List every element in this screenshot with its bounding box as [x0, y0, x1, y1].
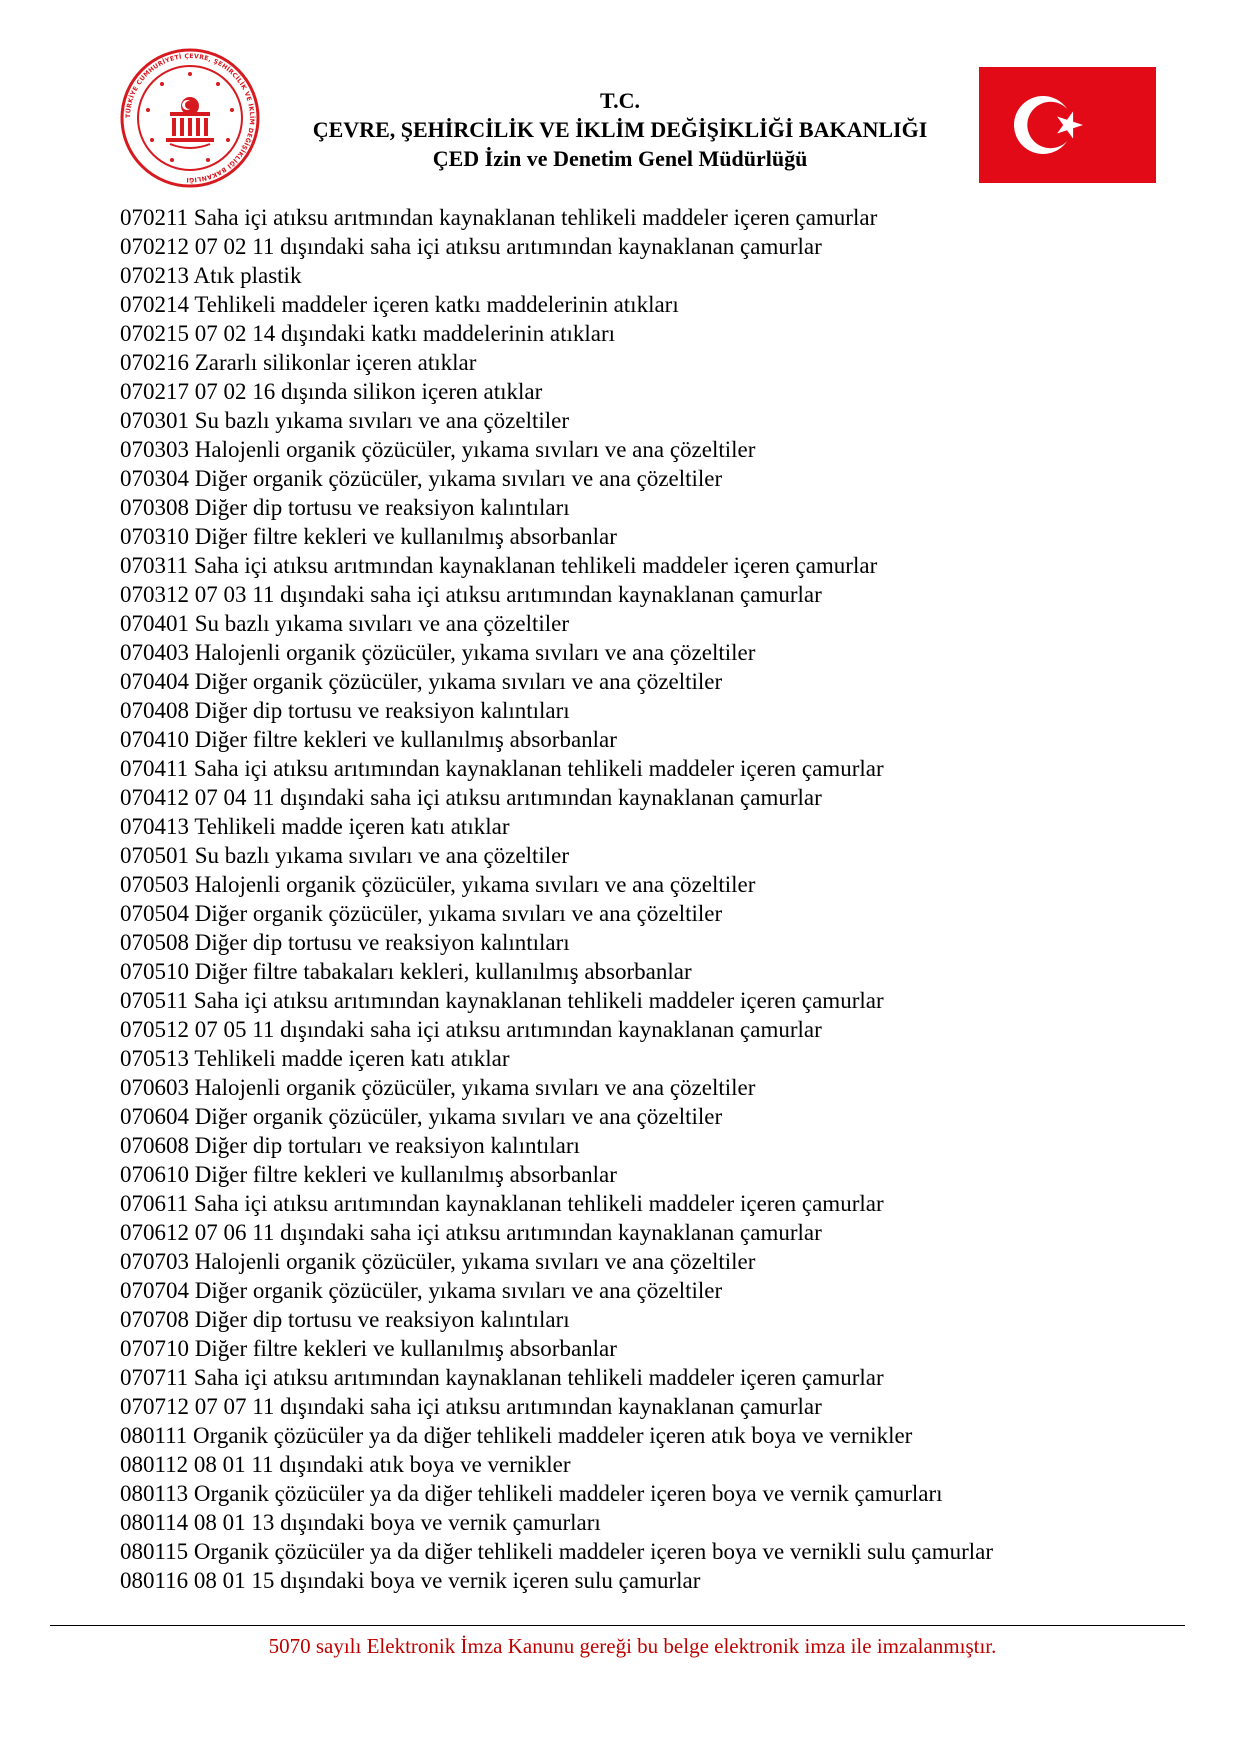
- list-item: 070404 Diğer organik çözücüler, yıkama sıvıları ve ana çözeltiler: [120, 669, 723, 694]
- list-item: 070312 07 03 11 dışındaki saha içi atıksu arıtımından kaynaklanan çamurlar: [120, 582, 822, 607]
- list-item: 070308 Diğer dip tortusu ve reaksiyon kalıntıları: [120, 495, 570, 520]
- list-item: 070408 Diğer dip tortusu ve reaksiyon kalıntıları: [120, 698, 570, 723]
- list-item: 070703 Halojenli organik çözücüler, yıkama sıvıları ve ana çözeltiler: [120, 1249, 756, 1274]
- list-item: 070403 Halojenli organik çözücüler, yıkama sıvıları ve ana çözeltiler: [120, 640, 756, 665]
- list-item: 080113 Organik çözücüler ya da diğer tehlikeli maddeler içeren boya ve vernik çamurları: [120, 1481, 943, 1506]
- list-item: 070710 Diğer filtre kekleri ve kullanılmış absorbanlar: [120, 1336, 617, 1361]
- list-item: 080114 08 01 13 dışındaki boya ve vernik çamurları: [120, 1510, 601, 1535]
- list-item: 070304 Diğer organik çözücüler, yıkama sıvıları ve ana çözeltiler: [120, 466, 723, 491]
- list-item: 070510 Diğer filtre tabakaları kekleri, kullanılmış absorbanlar: [120, 959, 692, 984]
- list-item: 070508 Diğer dip tortusu ve reaksiyon kalıntıları: [120, 930, 570, 955]
- list-item: 070303 Halojenli organik çözücüler, yıkama sıvıları ve ana çözeltiler: [120, 437, 756, 462]
- list-item: 070311 Saha içi atıksu arıtmından kaynaklanan tehlikeli maddeler içeren çamurlar: [120, 553, 878, 578]
- list-item: 070612 07 06 11 dışındaki saha içi atıksu arıtımından kaynaklanan çamurlar: [120, 1220, 822, 1245]
- list-item: 070410 Diğer filtre kekleri ve kullanılmış absorbanlar: [120, 727, 617, 752]
- list-item: 080112 08 01 11 dışındaki atık boya ve vernikler: [120, 1452, 571, 1477]
- list-item: 070610 Diğer filtre kekleri ve kullanılmış absorbanlar: [120, 1162, 617, 1187]
- e-signature-notice: 5070 sayılı Elektronik İmza Kanunu gereği bu belge elektronik imza ile imzalanmıştır.: [268, 1634, 997, 1658]
- list-item: 070704 Diğer organik çözücüler, yıkama sıvıları ve ana çözeltiler: [120, 1278, 723, 1303]
- list-item: 070413 Tehlikeli madde içeren katı atıklar: [120, 814, 510, 839]
- list-item: 070511 Saha içi atıksu arıtımından kaynaklanan tehlikeli maddeler içeren çamurlar: [120, 988, 884, 1013]
- list-item: 070213 Atık plastik: [120, 263, 302, 288]
- list-item: 070211 Saha içi atıksu arıtmından kaynaklanan tehlikeli maddeler içeren çamurlar: [120, 205, 878, 230]
- list-item: 070611 Saha içi atıksu arıtımından kaynaklanan tehlikeli maddeler içeren çamurlar: [120, 1191, 884, 1216]
- list-item: 070215 07 02 14 dışındaki katkı maddelerinin atıkları: [120, 321, 616, 346]
- list-item: 080115 Organik çözücüler ya da diğer tehlikeli maddeler içeren boya ve vernikli sulu çamurlar: [120, 1539, 994, 1564]
- list-item: 070214 Tehlikeli maddeler içeren katkı maddelerinin atıkları: [120, 292, 679, 317]
- list-item: 070501 Su bazlı yıkama sıvıları ve ana çözeltiler: [120, 843, 569, 868]
- list-item: 070712 07 07 11 dışındaki saha içi atıksu arıtımından kaynaklanan çamurlar: [120, 1394, 822, 1419]
- list-item: 070217 07 02 16 dışında silikon içeren atıklar: [120, 379, 543, 404]
- list-item: 070301 Su bazlı yıkama sıvıları ve ana çözeltiler: [120, 408, 569, 433]
- list-item: 080116 08 01 15 dışındaki boya ve vernik içeren sulu çamurlar: [120, 1568, 701, 1593]
- list-item: 070608 Diğer dip tortuları ve reaksiyon kalıntıları: [120, 1133, 580, 1158]
- list-item: 070310 Diğer filtre kekleri ve kullanılmış absorbanlar: [120, 524, 617, 549]
- list-item: 070504 Diğer organik çözücüler, yıkama sıvıları ve ana çözeltiler: [120, 901, 723, 926]
- header-ministry: ÇEVRE, ŞEHİRCİLİK VE İKLİM DEĞİŞİKLİĞİ BAKANLIĞI: [312, 117, 928, 142]
- header-directorate: ÇED İzin ve Denetim Genel Müdürlüğü: [432, 146, 808, 171]
- list-item: 070604 Diğer organik çözücüler, yıkama sıvıları ve ana çözeltiler: [120, 1104, 723, 1129]
- list-item: 070708 Diğer dip tortusu ve reaksiyon kalıntıları: [120, 1307, 570, 1332]
- list-item: 070412 07 04 11 dışındaki saha içi atıksu arıtımından kaynaklanan çamurlar: [120, 785, 822, 810]
- svg-text:TÜRKİYE CUMHURİYETİ ÇEVRE, ŞEH: TÜRKİYE CUMHURİYETİ ÇEVRE, ŞEHİRCİLİK VE İKLİM DEĞİŞİKLİĞİ BAKANLIĞI: [124, 52, 256, 184]
- footer-divider: [50, 1625, 1185, 1626]
- list-item: 070711 Saha içi atıksu arıtımından kaynaklanan tehlikeli maddeler içeren çamurlar: [120, 1365, 884, 1390]
- document-header: [270, 86, 970, 173]
- turkish-flag-icon: [979, 67, 1156, 183]
- list-item: 070603 Halojenli organik çözücüler, yıkama sıvıları ve ana çözeltiler: [120, 1075, 756, 1100]
- list-item: 070513 Tehlikeli madde içeren katı atıklar: [120, 1046, 510, 1071]
- list-item: 070503 Halojenli organik çözücüler, yıkama sıvıları ve ana çözeltiler: [120, 872, 756, 897]
- list-item: 080111 Organik çözücüler ya da diğer tehlikeli maddeler içeren atık boya ve vernikler: [120, 1423, 913, 1448]
- waste-code-list: [120, 203, 1140, 1595]
- header-republic: T.C.: [600, 88, 640, 113]
- list-item: 070401 Su bazlı yıkama sıvıları ve ana çözeltiler: [120, 611, 569, 636]
- list-item: 070411 Saha içi atıksu arıtımından kaynaklanan tehlikeli maddeler içeren çamurlar: [120, 756, 884, 781]
- ministry-seal-logo: [120, 48, 260, 188]
- list-item: 070512 07 05 11 dışındaki saha içi atıksu arıtımından kaynaklanan çamurlar: [120, 1017, 822, 1042]
- list-item: 070212 07 02 11 dışındaki saha içi atıksu arıtımından kaynaklanan çamurlar: [120, 234, 822, 259]
- list-item: 070216 Zararlı silikonlar içeren atıklar: [120, 350, 477, 375]
